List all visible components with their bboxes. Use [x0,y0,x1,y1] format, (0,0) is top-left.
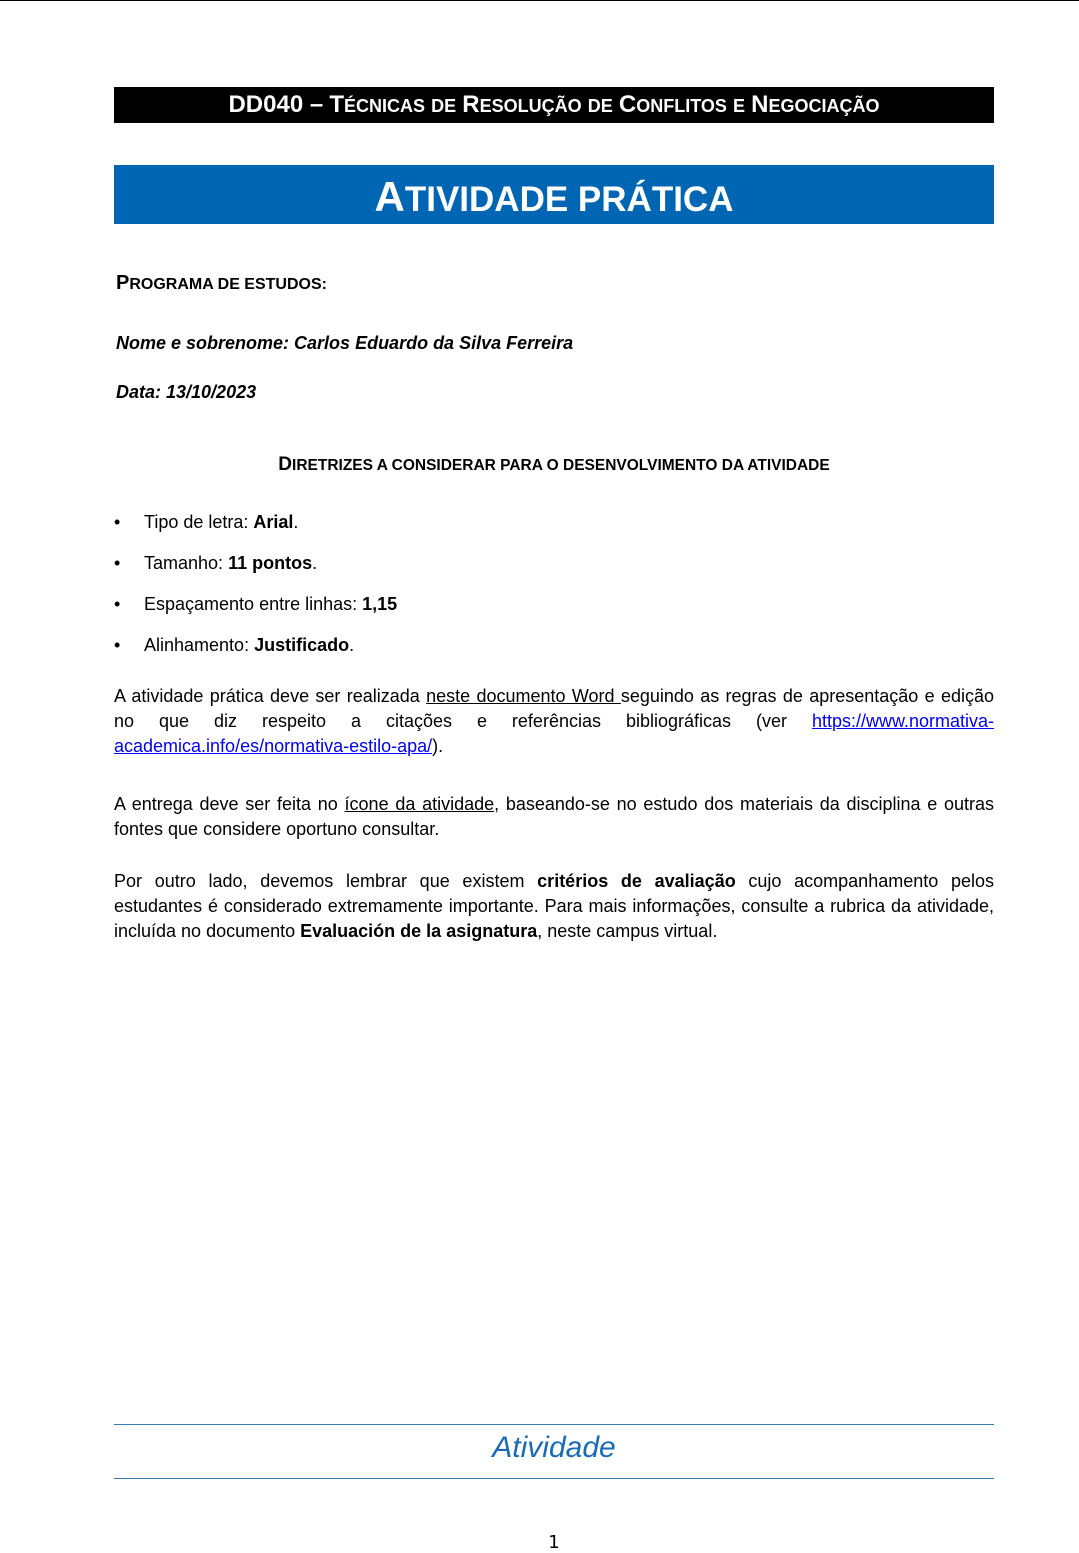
footer-divider-top [114,1424,994,1425]
paragraph-evaluation: Por outro lado, devemos lembrar que existem critérios de avaliação cujo acompanhamento pelos estudantes é considerado extremamente importante. Para mais informações, consulte a rubrica da atividade, incluída no documento Evaluación de la asignatura, neste campus virtual. [114,871,994,941]
word-document-reference: neste documento Word [426,686,621,706]
page-number: 1 [548,1532,560,1553]
paragraph-format-rules: A atividade prática deve ser realizada neste documento Word seguindo as regras de apresentação e edição no que diz respeito a citações e referências bibliográficas (ver https://www.normativa-academica.info/es/normativa-estilo-apa/). [114,686,994,756]
bullet-icon: • [114,594,121,614]
course-code: DD040 – [228,91,324,118]
program-heading: PROGRAMA DE ESTUDOS: [116,272,327,294]
guidelines-heading: DIRETRIZES A CONSIDERAR PARA O DESENVOLVIMENTO DA ATIVIDADE [278,454,830,475]
apa-norms-link[interactable]: https://www.normativa-academica.info/es/normativa-estilo-apa/ [114,711,994,756]
course-word: CONFLITOS [618,91,727,118]
course-title-bar [114,87,994,123]
bullet-icon: • [114,512,121,532]
title-initial: A [374,173,405,220]
student-name: Nome e sobrenome: Carlos Eduardo da Silva Ferreira [116,333,574,353]
course-word: RESOLUÇÃO [462,91,582,118]
activity-icon-reference: ícone da atividade [344,794,495,814]
title-rest: TIVIDADE PRÁTICA [404,180,734,219]
footer-label: Atividade [492,1431,616,1464]
top-rule [0,0,1079,1]
course-word: DE [431,96,457,116]
course-word: DE [587,96,613,116]
activity-title-bar [114,165,994,224]
footer-divider-bottom [114,1478,994,1479]
bullet-icon: • [114,635,121,655]
course-word: E [733,96,746,116]
submission-date: Data: 13/10/2023 [116,382,257,402]
course-word: TÉCNICAS [329,91,425,118]
bullet-icon: • [114,553,121,573]
paragraph-submission: A entrega deve ser feita no ícone da atividade, baseando-se no estudo dos materiais da disciplina e outras fontes que considere oportuno consultar. [114,794,995,839]
course-word: NEGOCIAÇÃO [751,91,880,118]
